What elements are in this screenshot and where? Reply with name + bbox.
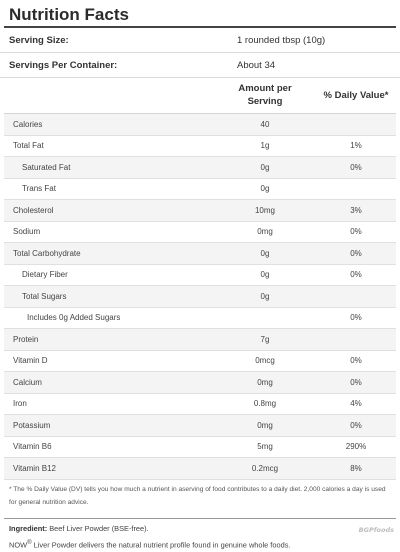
nutrient-name: Total Sugars	[22, 291, 67, 301]
nutrient-amount: 0mg	[257, 227, 273, 237]
servings-per-container-row	[0, 53, 400, 78]
table-row	[4, 114, 396, 136]
nutrient-amount: 7g	[260, 334, 270, 344]
nutrient-name: Total Fat	[13, 141, 44, 151]
nutrient-amount: 0.2mcg	[251, 463, 279, 473]
nutrient-dv: 8%	[350, 463, 362, 473]
nutrient-name: Dietary Fiber	[22, 270, 68, 280]
nutrition-facts-title: Nutrition Facts	[9, 5, 129, 24]
nutrient-name: Calories	[13, 119, 43, 129]
daily-value-header: % Daily Value*	[323, 89, 389, 101]
servings-per-container-label: Servings Per Container:	[9, 59, 118, 71]
nutrient-name: Calcium	[13, 377, 42, 387]
nutrient-amount: 0g	[260, 162, 270, 172]
table-row	[4, 351, 396, 373]
nutrient-amount: 10mg	[254, 205, 275, 215]
table-row	[4, 222, 396, 244]
nutrient-dv: 1%	[350, 141, 362, 151]
table-row	[4, 265, 396, 287]
table-row	[4, 200, 396, 222]
ingredients-label: Ingredient:	[9, 523, 48, 533]
nutrient-name: Vitamin B12	[13, 463, 56, 473]
nutrient-name: Sodium	[13, 227, 41, 237]
brand-name: NOW	[9, 539, 28, 549]
table-row	[4, 136, 396, 158]
table-row	[4, 415, 396, 437]
nutrient-dv: 0%	[350, 313, 362, 323]
nutrient-amount: 0g	[260, 270, 270, 280]
table-row	[4, 243, 396, 265]
table-row	[4, 437, 396, 459]
nutrient-dv: 0%	[350, 420, 362, 430]
nutrient-table	[4, 113, 396, 480]
nutrient-dv: 0%	[350, 227, 362, 237]
table-row	[4, 329, 396, 351]
nutrient-name: Protein	[13, 334, 39, 344]
nutrient-dv: 4%	[350, 399, 362, 409]
nutrient-amount: 0g	[260, 184, 270, 194]
table-row	[4, 458, 396, 480]
nutrient-name: Trans Fat	[22, 184, 56, 194]
nutrient-dv: 0%	[350, 270, 362, 280]
nutrient-name: Total Carbohydrate	[13, 248, 81, 258]
serving-size-row	[0, 28, 400, 53]
nutrient-amount: 0mg	[257, 420, 273, 430]
ingredients-section	[0, 519, 400, 552]
brand-note	[9, 536, 391, 552]
nutrient-amount: 0g	[260, 291, 270, 301]
nutrient-name: Cholesterol	[13, 205, 54, 215]
nutrient-dv: 290%	[345, 442, 367, 452]
nutrient-name: Potassium	[13, 420, 51, 430]
nutrient-amount: 0g	[260, 248, 270, 258]
daily-value-footnote: * The % Daily Value (DV) tells you how much a nutrient in aserving of food contributes to a daily diet. 2,000 calories a day is used for general nutrition advice.	[9, 485, 386, 506]
servings-per-container-value: About 34	[237, 59, 276, 71]
amount-header-line1: Amount per	[238, 83, 292, 94]
serving-size-label: Serving Size:	[9, 34, 69, 46]
ingredients-line	[9, 522, 391, 536]
nutrient-amount: 1g	[260, 141, 270, 151]
table-row	[4, 308, 396, 330]
nutrient-name: Iron	[13, 399, 27, 409]
nutrient-amount: 0mcg	[255, 356, 275, 366]
table-header	[0, 79, 400, 111]
nutrient-dv: 0%	[350, 162, 362, 172]
nutrient-amount: 40	[260, 119, 270, 129]
registered-mark: ®	[27, 538, 32, 546]
table-row	[4, 286, 396, 308]
nutrient-amount: 0mg	[257, 377, 273, 387]
nutrient-dv: 3%	[350, 205, 362, 215]
nutrient-name: Vitamin D	[13, 356, 48, 366]
table-row	[4, 394, 396, 416]
table-row	[4, 372, 396, 394]
brand-note-text: Liver Powder delivers the natural nutrient profile found in genuine whole foods.	[31, 539, 291, 549]
table-row	[4, 179, 396, 201]
watermark-logo: BGPfoods	[358, 526, 394, 534]
nutrient-name: Vitamin B6	[13, 442, 52, 452]
amount-header-line2: Serving	[247, 96, 283, 107]
amount-per-serving-header	[214, 82, 316, 108]
nutrient-amount: 0.8mg	[253, 399, 277, 409]
serving-size-value: 1 rounded tbsp (10g)	[237, 34, 326, 46]
nutrient-dv: 0%	[350, 248, 362, 258]
nutrient-dv: 0%	[350, 356, 362, 366]
nutrient-name: Includes 0g Added Sugars	[27, 313, 121, 323]
nutrient-amount: 5mg	[257, 442, 273, 452]
nutrient-dv: 0%	[350, 377, 362, 387]
ingredients-value: Beef Liver Powder (BSE-free).	[49, 523, 149, 533]
table-row	[4, 157, 396, 179]
nutrient-name: Saturated Fat	[22, 162, 71, 172]
